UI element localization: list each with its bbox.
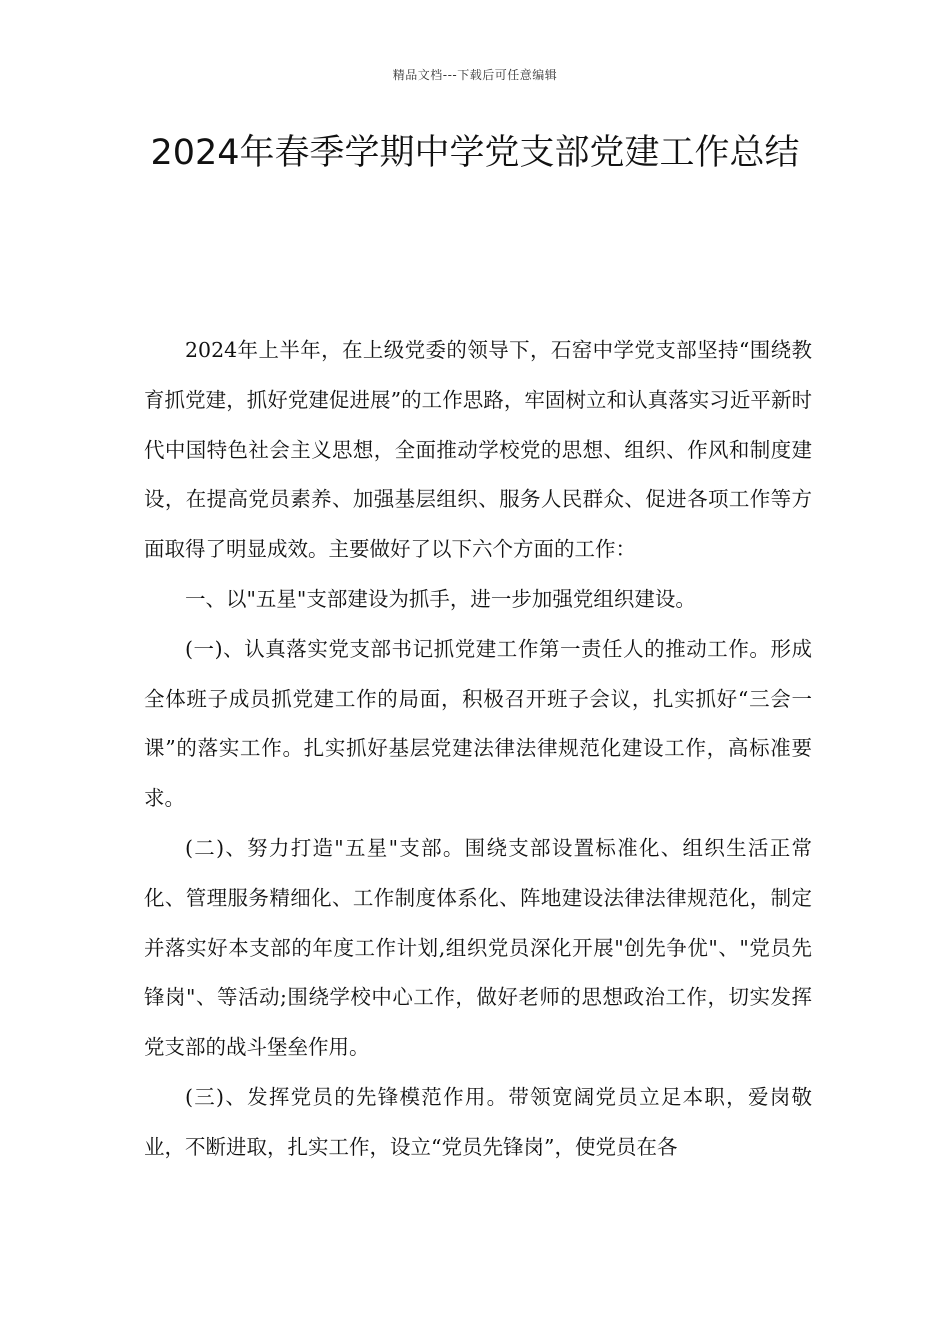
paragraph-item-3: (三)、发挥党员的先锋模范作用。带领宽阔党员立足本职，爱岗敬业，不断进取，扎实工作，设立“党员先锋岗”，使党员在各 — [144, 1084, 812, 1159]
header-note: 精品文档---下载后可任意编辑 — [392, 68, 558, 82]
paragraph-item-2: (二)、努力打造"五星"支部。围绕支部设置标准化、组织生活正常化、管理服务精细化、工作制度体系化、阵地建设法律法律规范化，制定并落实好本支部的年度工作计划,组织党员深化开展"创先争优"、"党员先锋岗"、等活动;围绕学校中心工作，做好老师的思想政治工作，切实发挥党支部的战斗堡垒作用。 — [144, 835, 812, 1060]
document-title: 2024年春季学期中学党支部党建工作总结 — [150, 133, 800, 173]
paragraph-item-1: (一)、认真落实党支部书记抓党建工作第一责任人的推动工作。形成全体班子成员抓党建工作的局面，积极召开班子会议，扎实抓好“三会一课”的落实工作。扎实抓好基层党建法律法律规范化建设工作，高标准要求。 — [144, 636, 812, 811]
paragraph-section-1-heading: 一、以"五星"支部建设为抓手，进一步加强党组织建设。 — [185, 586, 696, 611]
paragraph-intro: 2024年上半年，在上级党委的领导下，石窑中学党支部坚持“围绕教育抓党建，抓好党建促进展”的工作思路，牢固树立和认真落实习近平新时代中国特色社会主义思想，全面推动学校党的思想、组织、作风和制度建设，在提高党员素养、加强基层组织、服务人民群众、促进各项工作等方面取得了明显成效。主要做好了以下六个方面的工作： — [144, 338, 812, 562]
document-body — [144, 326, 812, 1173]
